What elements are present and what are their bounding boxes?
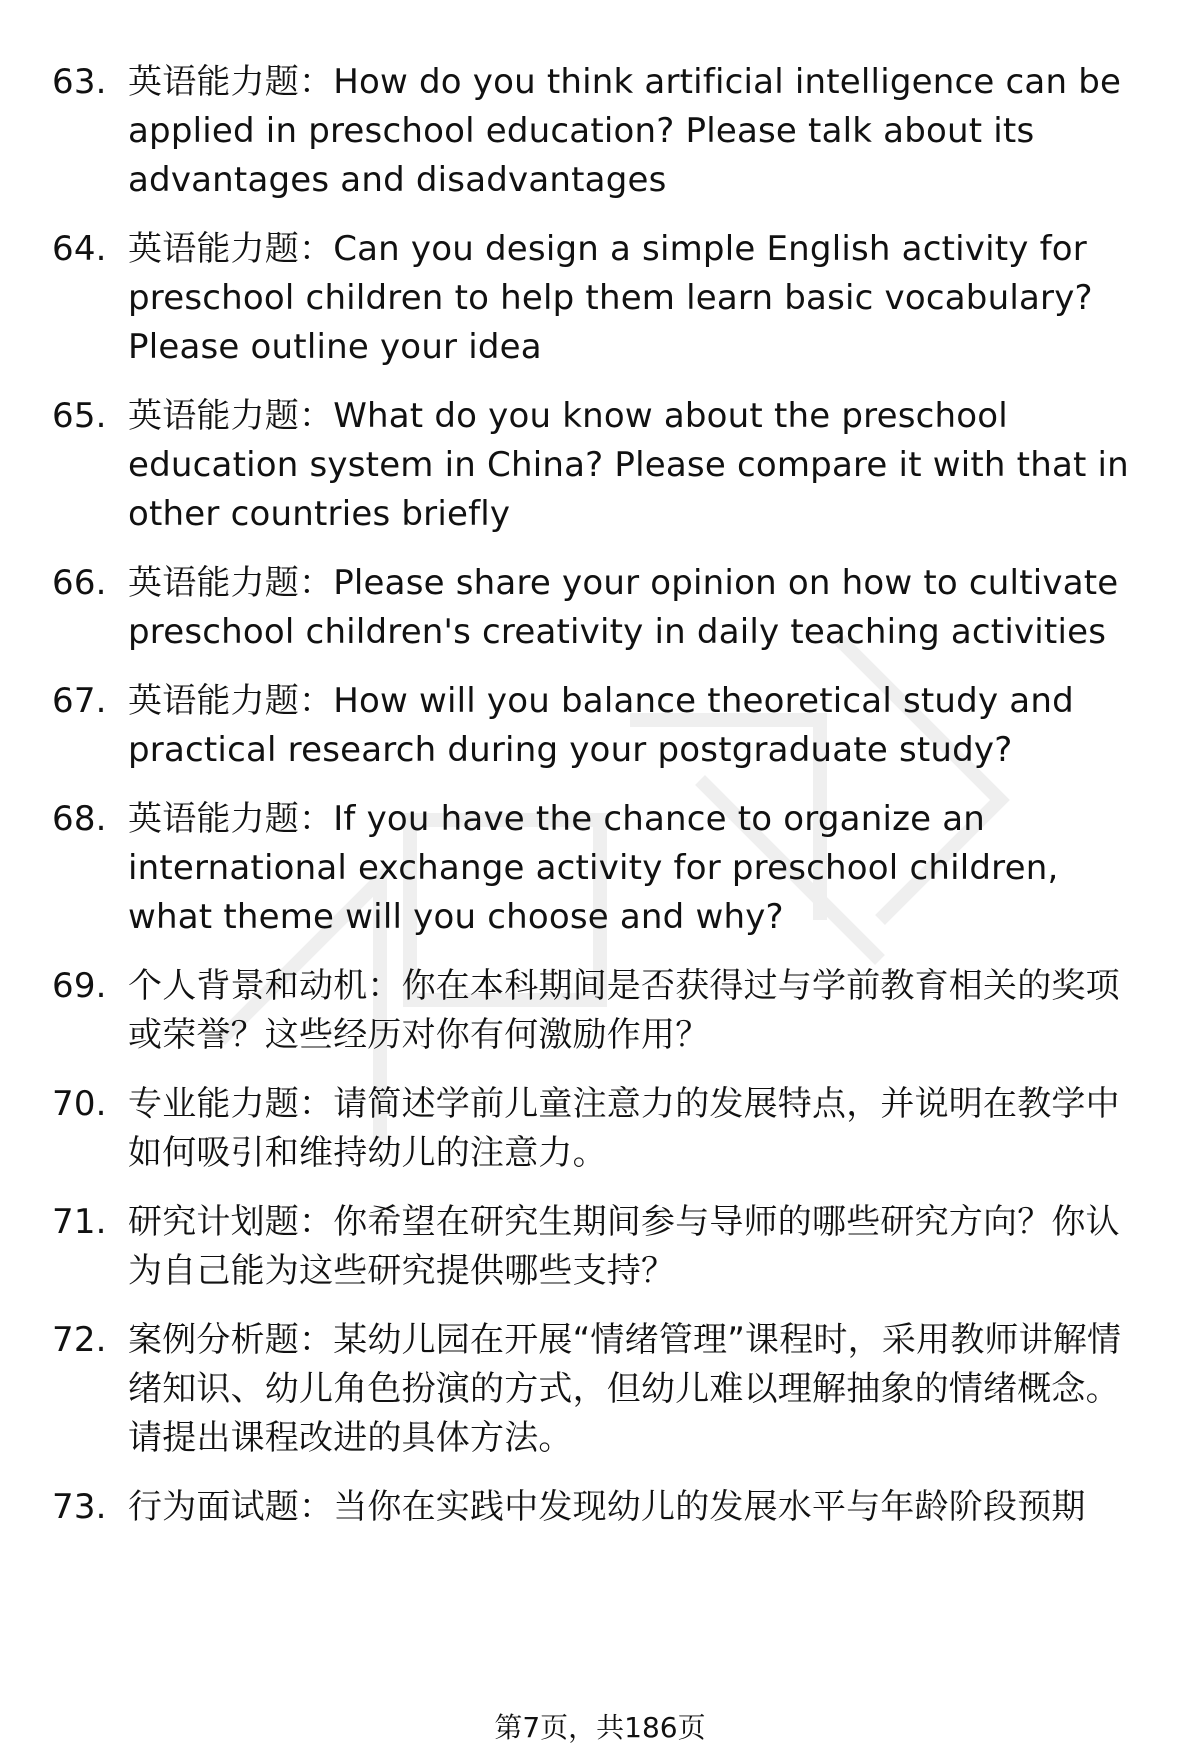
question-number: 72. <box>52 1320 107 1360</box>
question-item <box>0 392 1200 539</box>
question-number: 70. <box>52 1084 107 1124</box>
question-item <box>0 559 1200 657</box>
question-text: 英语能力题：How will you balance theoretical study and practical research during your postgraduate study? <box>128 681 1074 770</box>
question-item <box>0 677 1200 775</box>
question-number: 69. <box>52 966 107 1006</box>
question-item <box>0 1198 1200 1296</box>
question-item <box>0 1080 1200 1178</box>
question-number: 65. <box>52 396 107 436</box>
question-text: 英语能力题：What do you know about the preschool education system in China? Please compare it with that in other countries briefly <box>128 396 1129 534</box>
question-item <box>0 58 1200 205</box>
question-text: 英语能力题：Can you design a simple English activity for preschool children to help them learn basic vocabulary? Please outline your idea <box>128 229 1093 367</box>
question-item <box>0 1316 1200 1463</box>
question-text: 英语能力题：Please share your opinion on how to cultivate preschool children's creativity in daily teaching activities <box>128 563 1119 652</box>
question-number: 66. <box>52 563 107 603</box>
question-number: 63. <box>52 62 107 102</box>
question-number: 68. <box>52 799 107 839</box>
question-item <box>0 962 1200 1060</box>
question-text: 英语能力题：If you have the chance to organize an international exchange activity for preschool children, what theme will you choose and why? <box>128 799 1059 937</box>
question-list <box>0 58 1200 1552</box>
question-text: 专业能力题：请简述学前儿童注意力的发展特点，并说明在教学中如何吸引和维持幼儿的注意力。 <box>128 1084 1120 1173</box>
question-text: 研究计划题：你希望在研究生期间参与导师的哪些研究方向？你认为自己能为这些研究提供哪些支持？ <box>128 1202 1120 1291</box>
question-text: 行为面试题：当你在实践中发现幼儿的发展水平与年龄阶段预期 <box>128 1487 1086 1527</box>
question-number: 73. <box>52 1487 107 1527</box>
question-text: 案例分析题：某幼儿园在开展“情绪管理”课程时，采用教师讲解情绪知识、幼儿角色扮演的方式，但幼儿难以理解抽象的情绪概念。请提出课程改进的具体方法。 <box>128 1320 1122 1458</box>
question-number: 71. <box>52 1202 107 1242</box>
question-text: 英语能力题：How do you think artificial intelligence can be applied in preschool education? Please talk about its advantages and disadvantages <box>128 62 1122 200</box>
question-item <box>0 795 1200 942</box>
question-item <box>0 225 1200 372</box>
question-item <box>0 1483 1200 1532</box>
page-footer: 第7页，共186页 <box>494 1711 706 1744</box>
question-text: 个人背景和动机：你在本科期间是否获得过与学前教育相关的奖项或荣誉？这些经历对你有何激励作用？ <box>128 966 1120 1055</box>
question-number: 67. <box>52 681 107 721</box>
question-number: 64. <box>52 229 107 269</box>
